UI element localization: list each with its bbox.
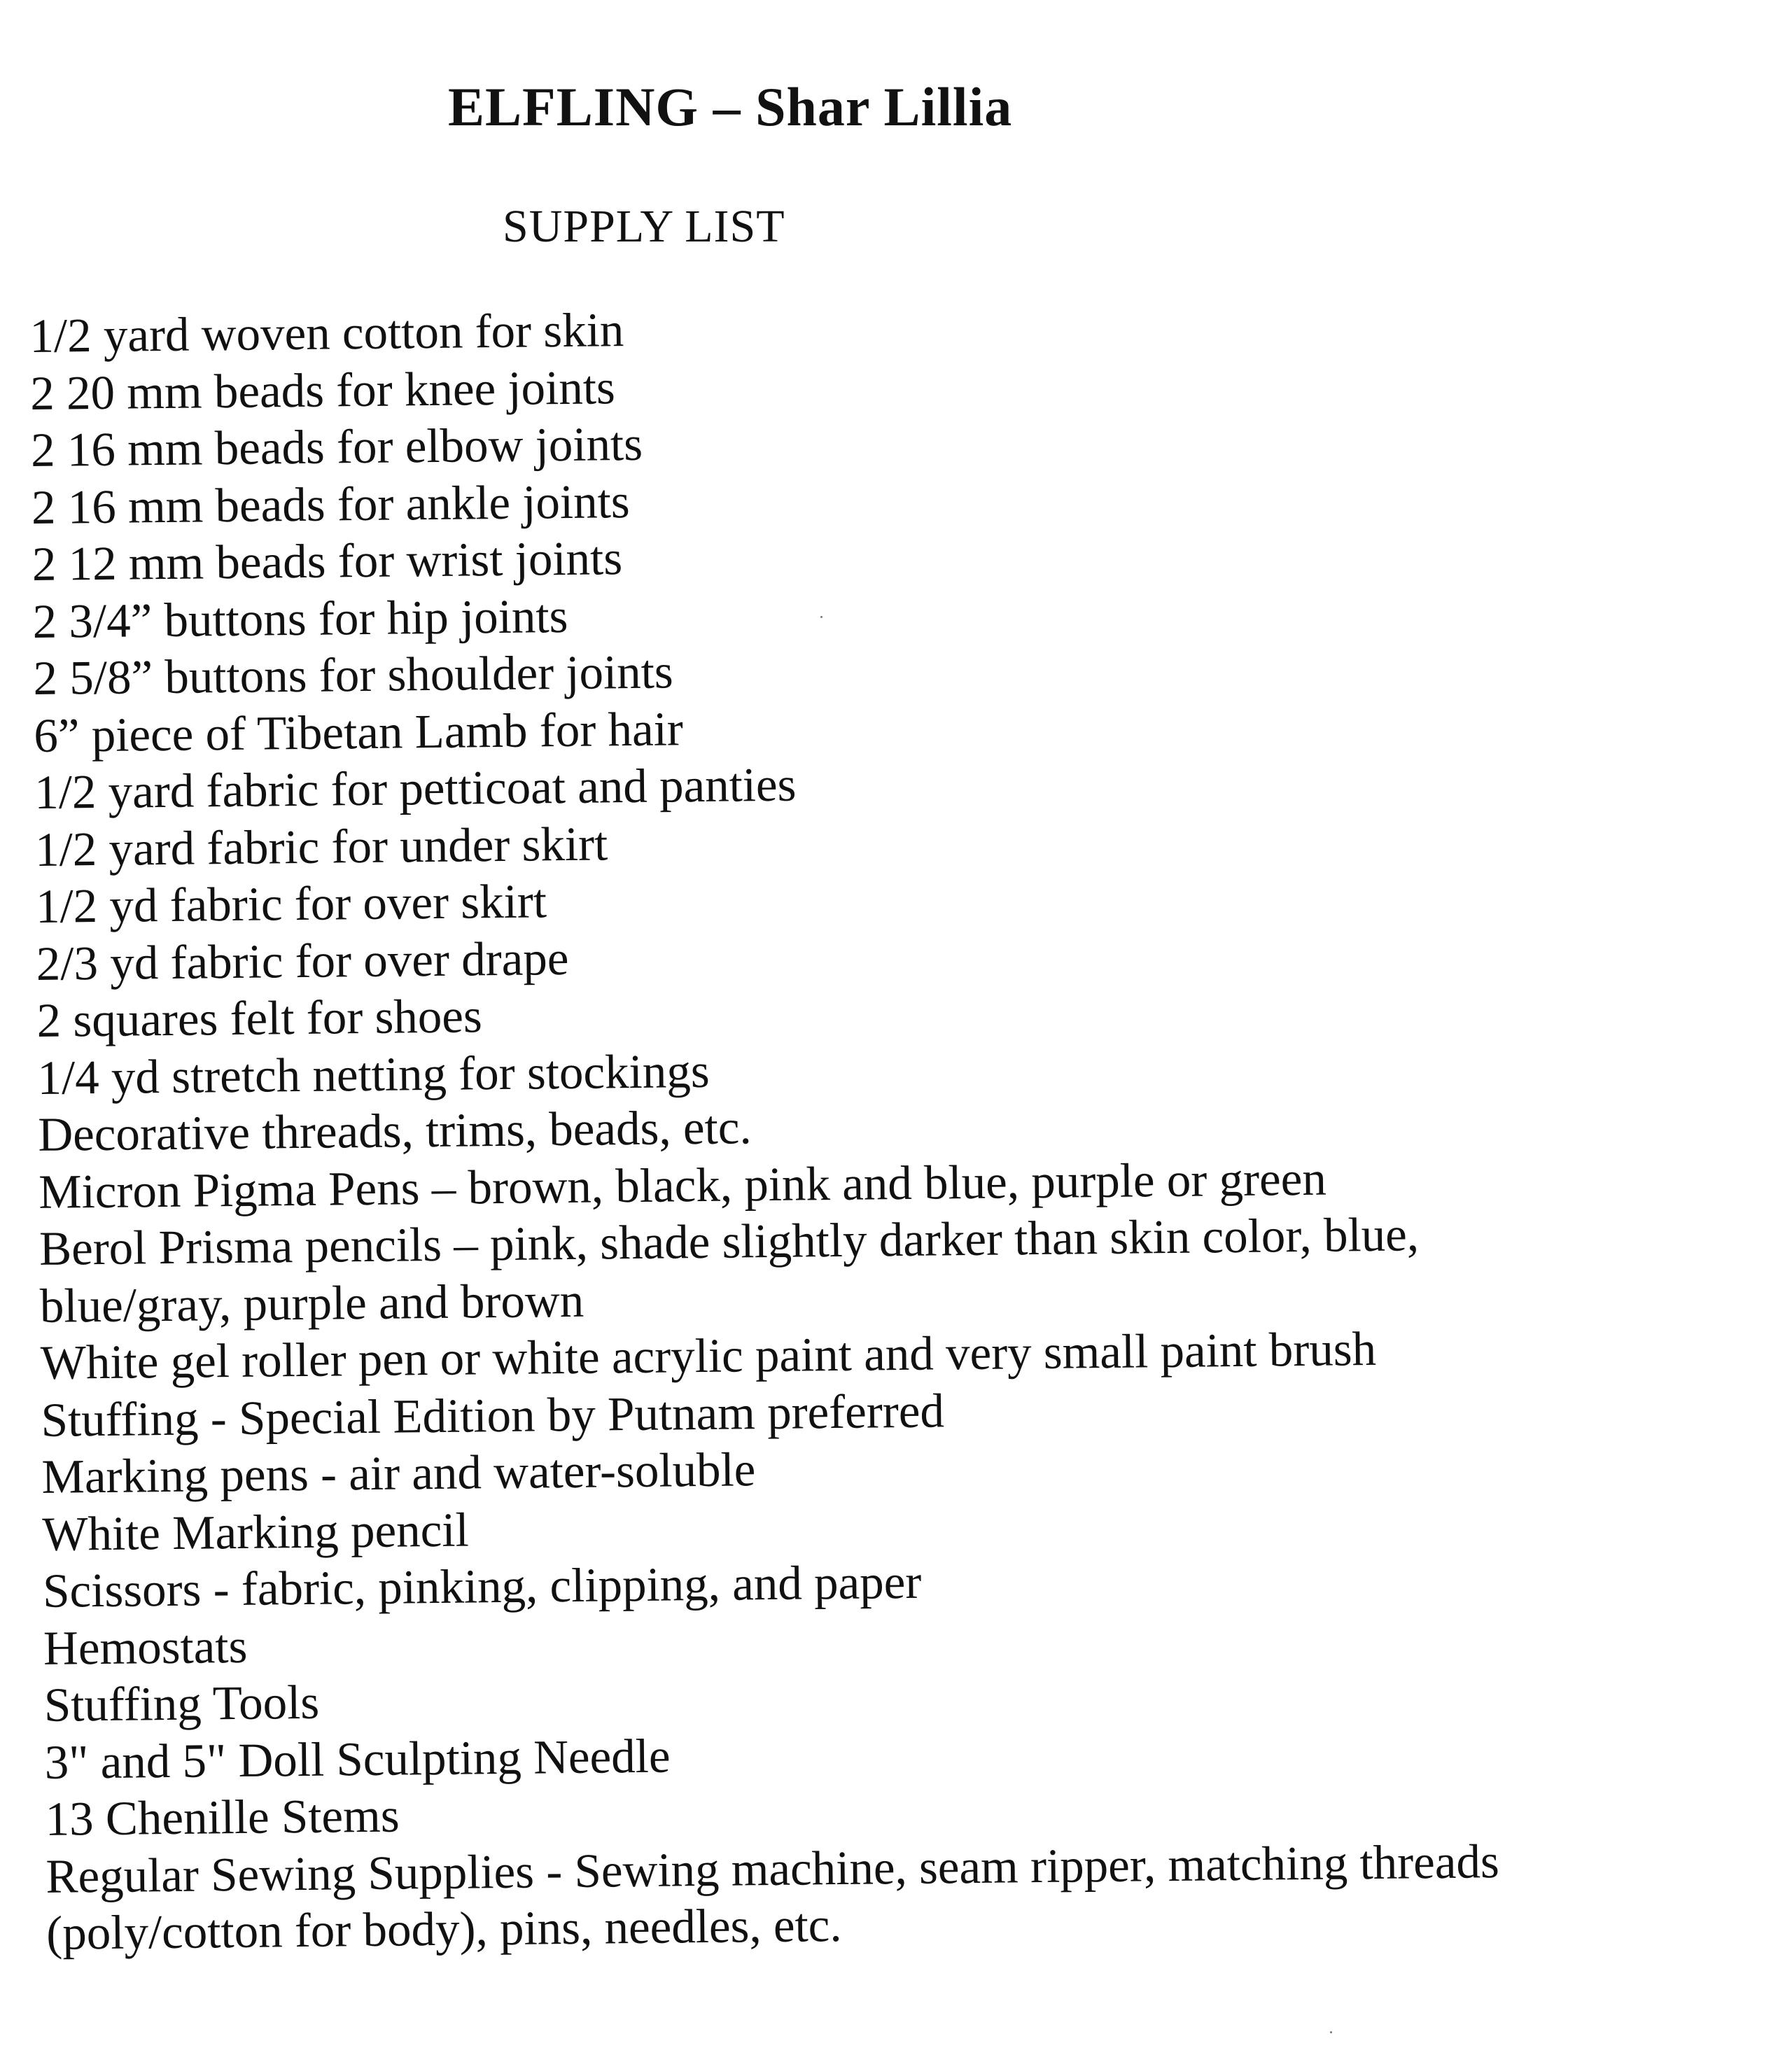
- list-item: 2 3/4” buttons for hip joints: [32, 589, 568, 648]
- list-item: Stuffing - Special Edition by Putnam preferred: [41, 1383, 945, 1447]
- list-item: 2 squares felt for shoes: [36, 989, 483, 1047]
- list-item: 2 16 mm beads for elbow joints: [30, 416, 643, 477]
- list-item: (poly/cotton for body), pins, needles, etc.: [46, 1898, 842, 1960]
- scan-speck: [1330, 2031, 1332, 2033]
- list-item: blue/gray, purple and brown: [39, 1273, 584, 1333]
- list-item: 2 16 mm beads for ankle joints: [31, 474, 631, 534]
- list-item: Decorative threads, trims, beads, etc.: [37, 1100, 752, 1161]
- list-item: Marking pens - air and water-soluble: [41, 1443, 756, 1503]
- list-item: Stuffing Tools: [43, 1675, 320, 1732]
- list-item: 3" and 5" Doll Sculpting Needle: [44, 1729, 671, 1789]
- list-item: 1/2 yard woven cotton for skin: [29, 303, 624, 363]
- list-item: 13 Chenille Stems: [45, 1788, 400, 1846]
- list-item: 2 12 mm beads for wrist joints: [31, 531, 623, 591]
- list-item: 1/2 yd fabric for over skirt: [35, 874, 547, 933]
- list-item: Micron Pigma Pens – brown, black, pink and blue, purple or green: [38, 1151, 1327, 1219]
- document-title: ELFLING – Shar Lillia: [448, 76, 1013, 137]
- list-item: 1/2 yard fabric for under skirt: [34, 816, 608, 876]
- list-item: White gel roller pen or white acrylic paint and very small paint brush: [40, 1321, 1377, 1389]
- list-item: Berol Prisma pencils – pink, shade slightly darker than skin color, blue,: [38, 1207, 1420, 1275]
- list-item: 2/3 yd fabric for over drape: [36, 931, 569, 990]
- list-item: Scissors - fabric, pinking, clipping, and paper: [42, 1555, 922, 1618]
- list-item: White Marking pencil: [41, 1503, 470, 1561]
- document-subtitle: SUPPLY LIST: [503, 201, 785, 252]
- list-item: Regular Sewing Supplies - Sewing machine, seam ripper, matching threads: [46, 1834, 1500, 1903]
- list-item: Hemostats: [43, 1619, 248, 1675]
- list-item: 2 20 mm beads for knee joints: [29, 360, 616, 420]
- supply-list: [29, 290, 1783, 1962]
- list-item: 6” piece of Tibetan Lamb for hair: [33, 701, 684, 762]
- list-item: 1/2 yard fabric for petticoat and panties: [34, 757, 797, 819]
- scan-speck: [820, 616, 822, 618]
- list-item: 2 5/8” buttons for shoulder joints: [33, 645, 674, 705]
- list-item: 1/4 yd stretch netting for stockings: [37, 1044, 710, 1104]
